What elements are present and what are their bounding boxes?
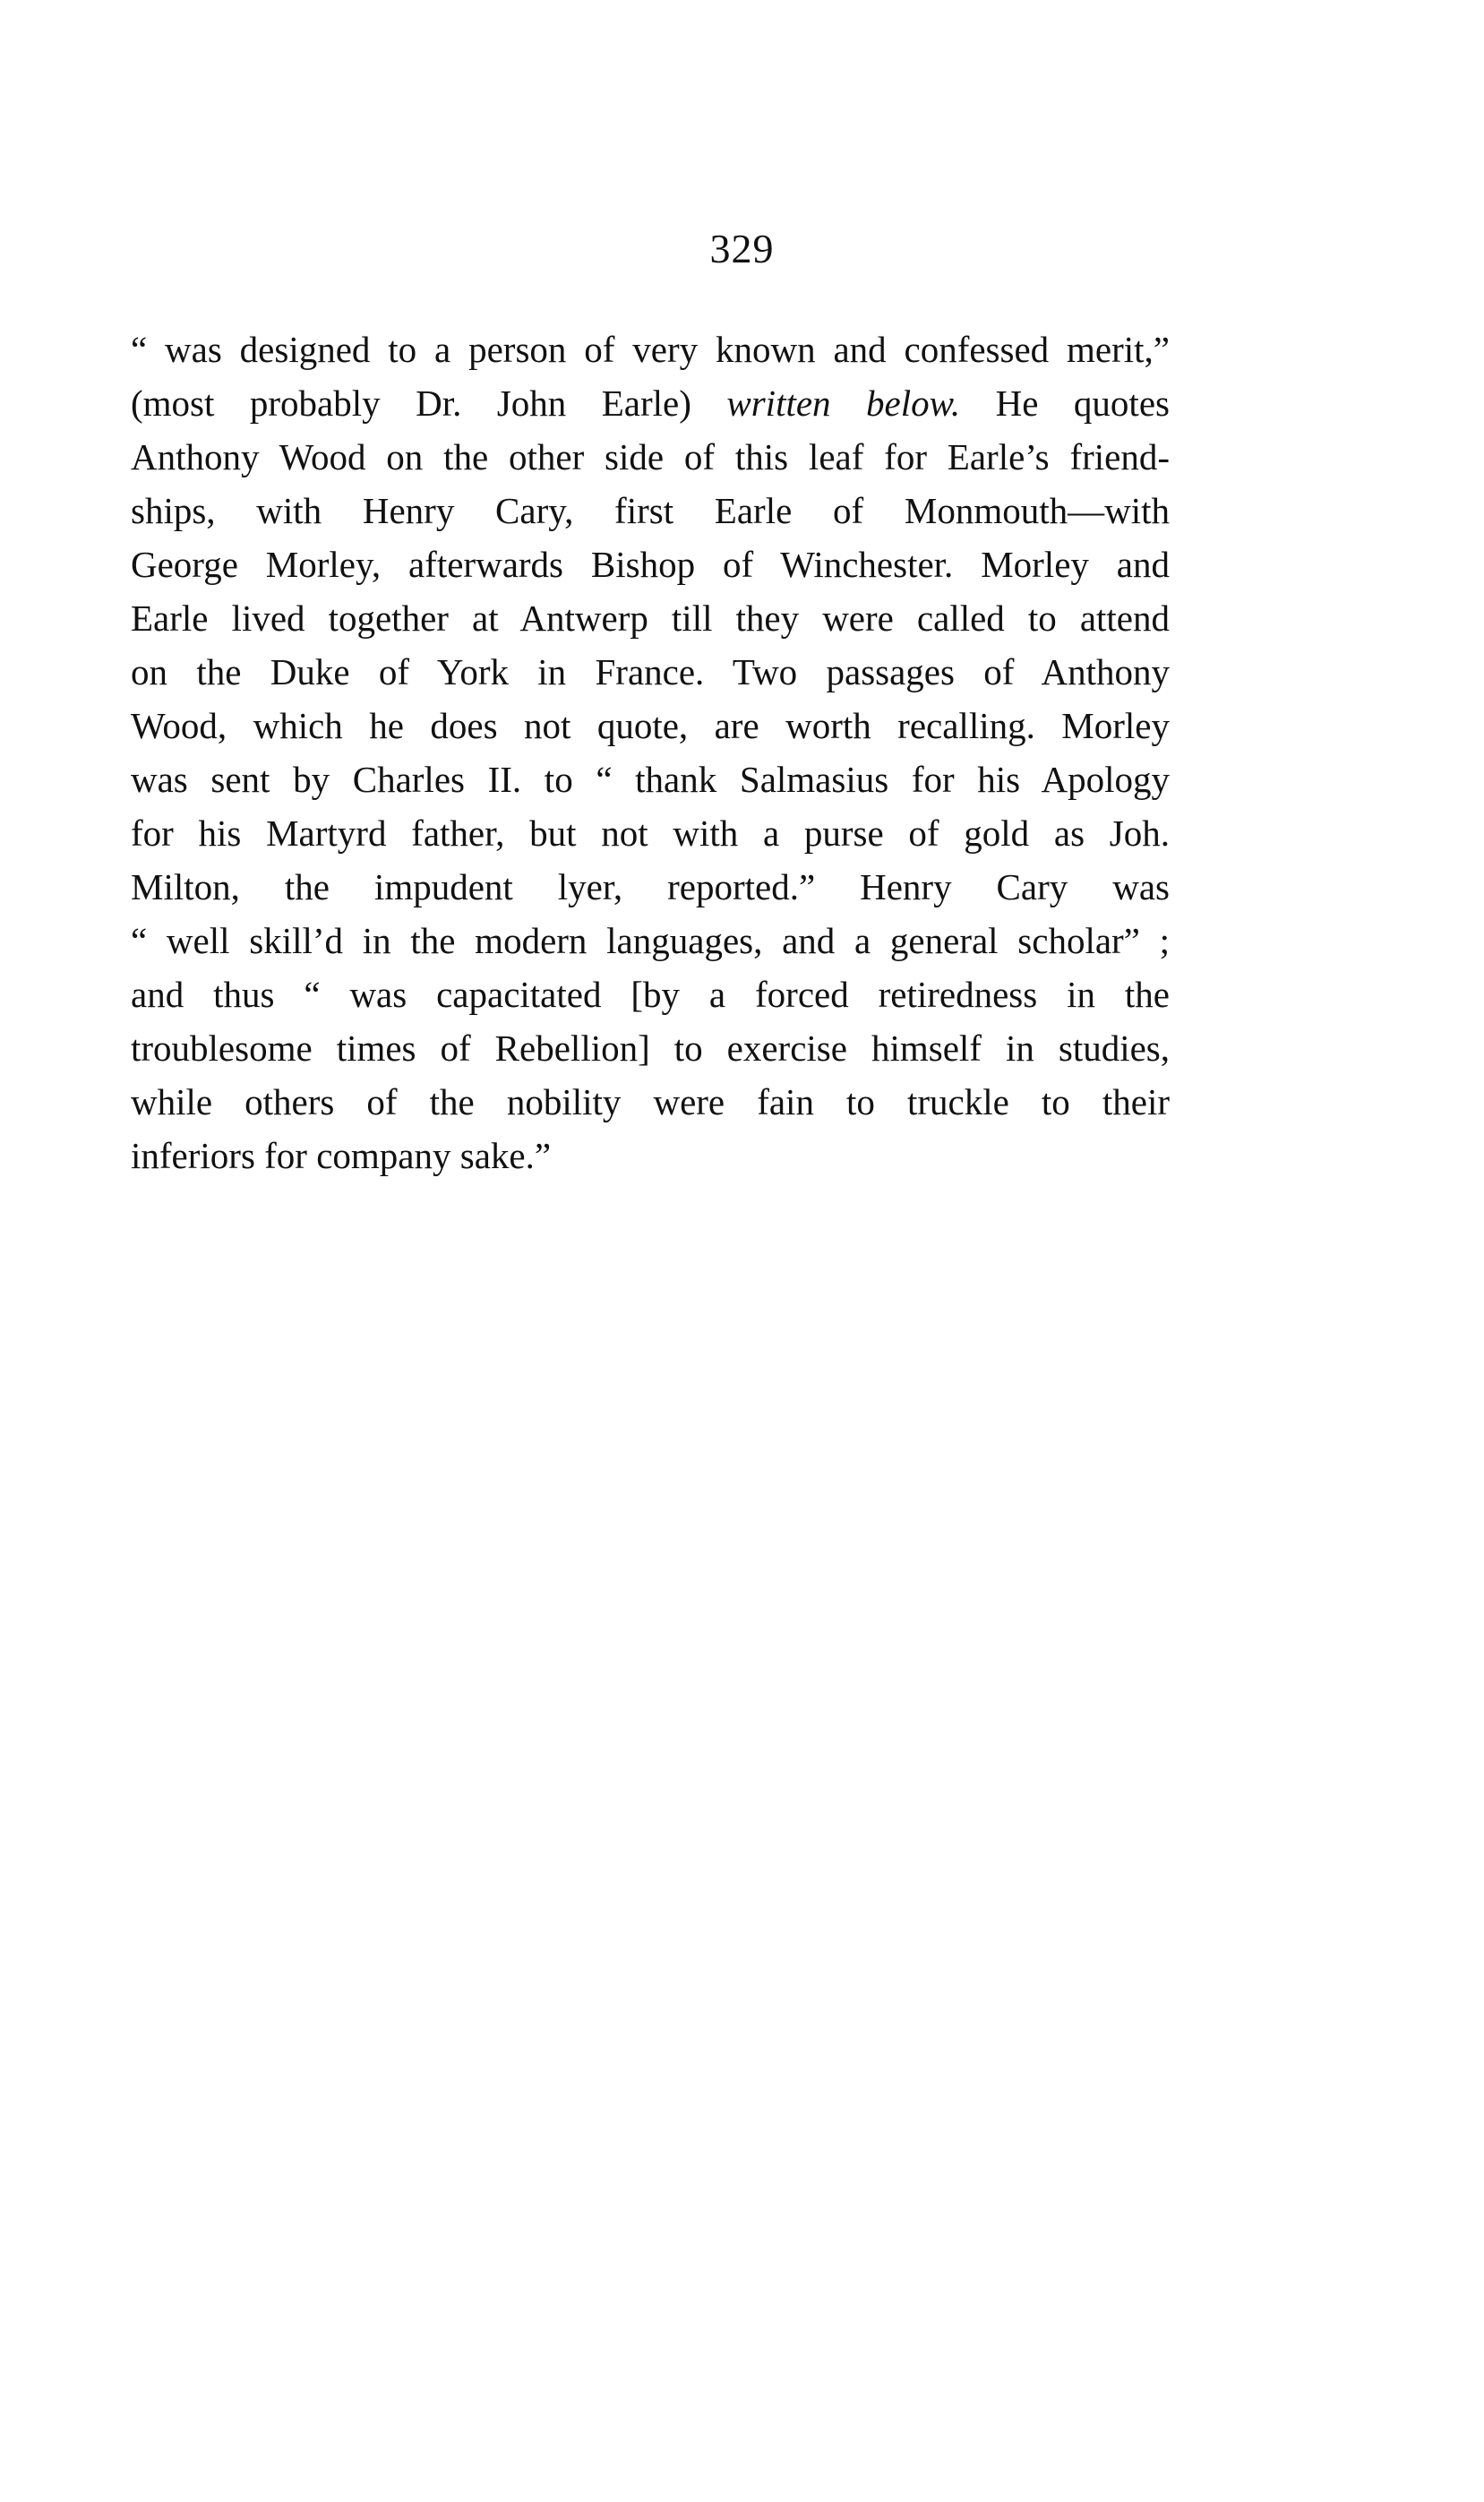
body-text (131, 322, 1170, 1182)
text-line-15: while others of the nobility were fain to truckle to their (131, 1081, 1170, 1122)
text-line-2-end: He quotes (960, 383, 1170, 424)
text-line-14: troublesome times of Rebellion] to exercise himself in studies, (131, 1027, 1170, 1069)
text-line-12: “ well skill’d in the modern languages, and a general scholar” ; (131, 920, 1170, 961)
text-line-2 (131, 376, 1170, 430)
text-line-1: “ was designed to a person of very known and confessed merit,” (131, 329, 1170, 370)
text-line-4: ships, with Henry Cary, first Earle of Monmouth—with (131, 490, 1170, 531)
text-line-2-start: (most probably Dr. John Earle) (131, 383, 727, 424)
text-line-3: Anthony Wood on the other side of this leaf for Earle’s friend- (131, 436, 1170, 477)
text-line-11: Milton, the impudent lyer, reported.” Henry Cary was (131, 866, 1170, 907)
text-line-10: for his Martyrd father, but not with a purse of gold as Joh. (131, 813, 1170, 854)
italic-phrase: written below. (726, 383, 961, 424)
text-line-8: Wood, which he does not quote, are worth recalling. Morley (131, 705, 1170, 746)
text-line-9: was sent by Charles II. to “ thank Salmasius for his Apology (131, 759, 1170, 800)
text-line-13: and thus “ was capacitated [by a forced retiredness in the (131, 974, 1170, 1015)
text-line-7: on the Duke of York in France. Two passages of Anthony (131, 651, 1170, 692)
text-line-5: George Morley, afterwards Bishop of Winchester. Morley and (131, 544, 1170, 585)
text-line-16: inferiors for company sake.” (131, 1135, 552, 1176)
text-line-6: Earle lived together at Antwerp till they were called to attend (131, 598, 1170, 639)
page-number: 329 (709, 226, 775, 271)
